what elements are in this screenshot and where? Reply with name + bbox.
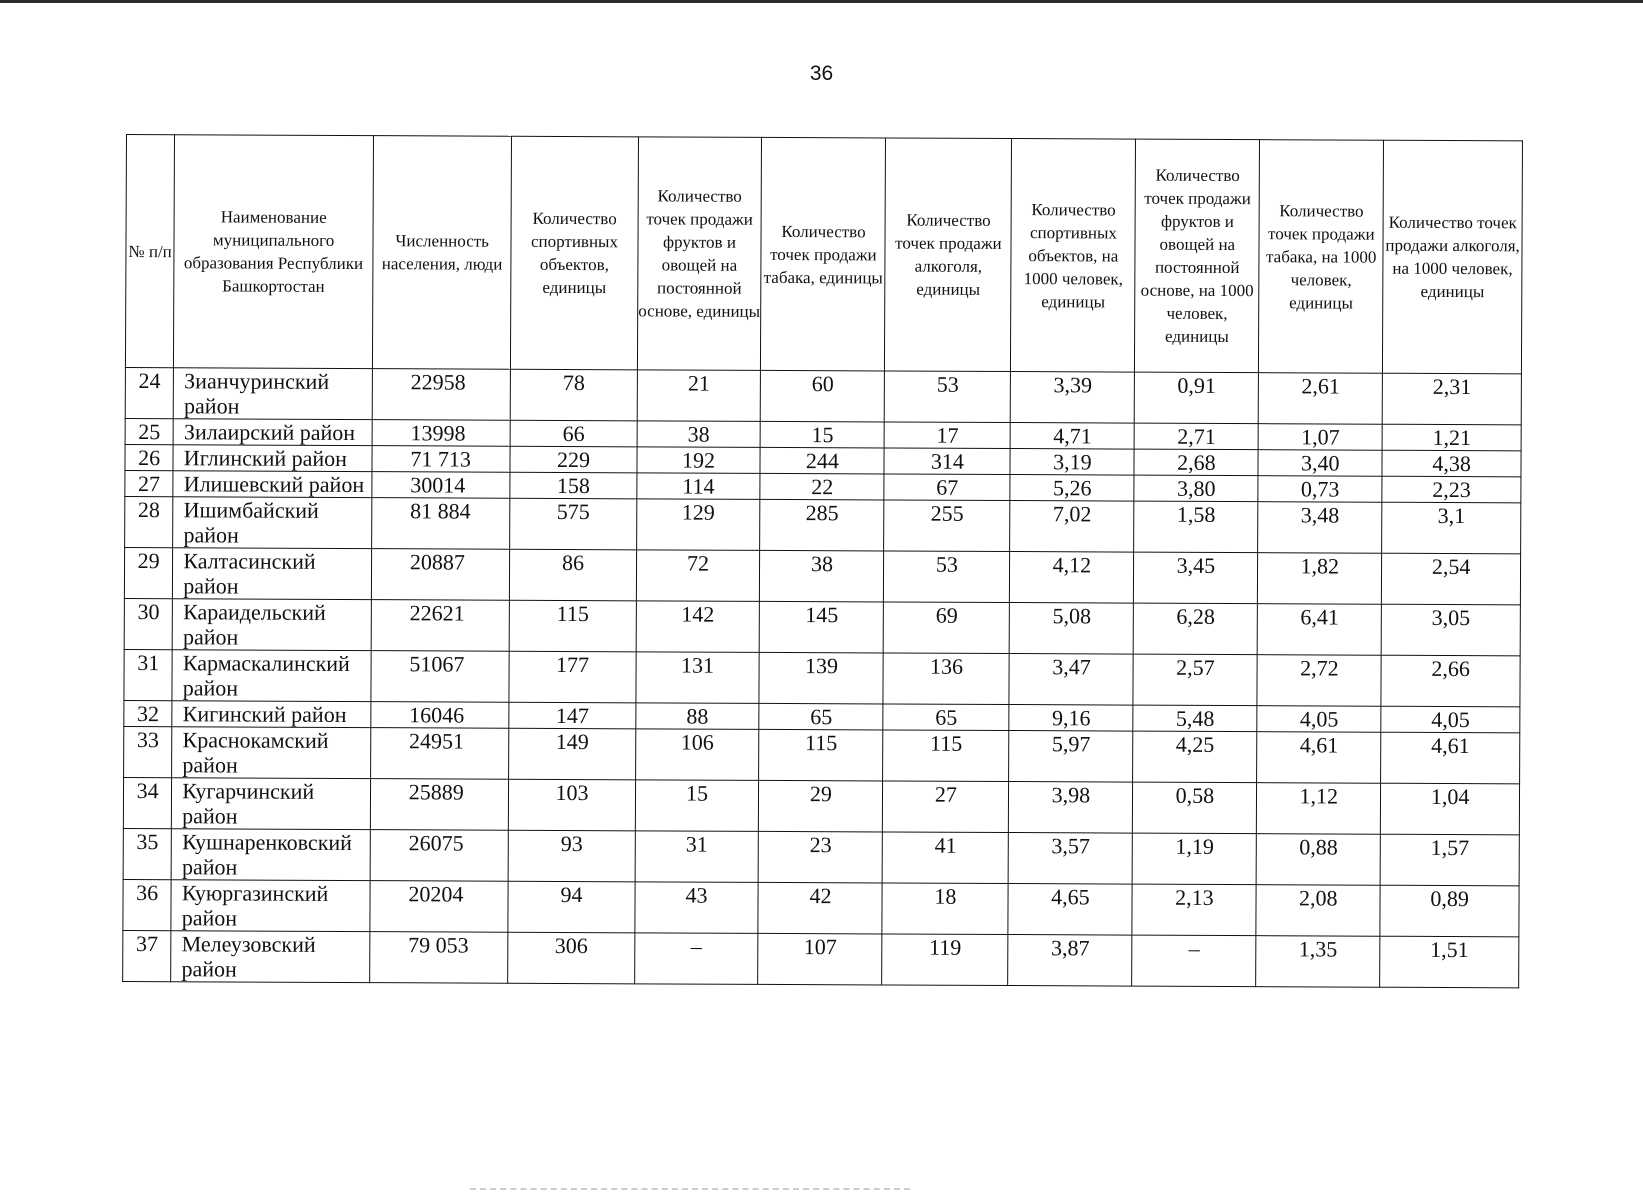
- row-number: 35: [123, 828, 172, 879]
- table-cell: 21: [637, 370, 761, 422]
- district-name: Кугарчинский район: [172, 778, 371, 830]
- table-cell: 2,68: [1134, 449, 1258, 476]
- table-cell: 149: [509, 728, 635, 780]
- table-cell: 6,41: [1257, 604, 1381, 656]
- table-row: [123, 930, 1519, 987]
- row-number: 24: [125, 367, 174, 418]
- table-cell: 3,45: [1134, 552, 1258, 604]
- table-cell: 2,08: [1256, 885, 1380, 937]
- table-cell: 38: [637, 421, 761, 448]
- table-cell: 314: [884, 448, 1010, 475]
- table-cell: 88: [635, 703, 759, 730]
- table-cell: 158: [510, 472, 636, 499]
- column-header: Количество точек продажи фруктов и овощей на постоянной основе, на 1000 человек, единицы: [1135, 139, 1260, 373]
- district-name: Иглинский район: [173, 445, 372, 472]
- district-name: Зилаирский район: [173, 419, 372, 446]
- table-row: [124, 649, 1520, 706]
- table-cell: 3,1: [1382, 502, 1521, 554]
- table-cell: 229: [510, 446, 636, 473]
- table-cell: 136: [883, 653, 1009, 705]
- district-name: Ишимбайский район: [173, 497, 372, 549]
- table-cell: 115: [510, 600, 636, 652]
- table-cell: 27: [883, 781, 1009, 833]
- table-cell: 2,13: [1132, 884, 1256, 936]
- column-header: Количество точек продажи алкоголя, единицы: [885, 138, 1012, 372]
- table-cell: 60: [761, 370, 885, 422]
- table-cell: 244: [760, 447, 884, 474]
- table-cell: 18: [882, 883, 1008, 935]
- table-cell: 4,61: [1257, 732, 1381, 784]
- column-header: Количество точек продажи фруктов и овощей на постоянной основе, единицы: [637, 137, 762, 371]
- table-cell: 145: [760, 601, 884, 653]
- row-number: 26: [125, 444, 173, 470]
- table-cell: 29: [759, 780, 883, 832]
- table-cell: 0,91: [1135, 372, 1259, 424]
- table-cell: 6,28: [1134, 603, 1258, 655]
- table-cell: 0,73: [1258, 476, 1382, 503]
- table-cell: 24951: [370, 728, 509, 780]
- table-cell: 23: [759, 831, 883, 883]
- district-name: Караидельский район: [172, 599, 371, 651]
- table-cell: 255: [884, 500, 1010, 552]
- table-cell: 106: [635, 729, 759, 781]
- table-row: [125, 496, 1521, 553]
- column-header: Количество спортивных объектов, единицы: [511, 136, 638, 370]
- table-cell: 79 053: [369, 932, 508, 984]
- table-cell: 3,57: [1009, 833, 1133, 885]
- table-row: [123, 777, 1519, 834]
- table-cell: 3,80: [1134, 475, 1258, 502]
- table-cell: 2,61: [1259, 373, 1383, 425]
- table-cell: 5,48: [1133, 705, 1257, 732]
- table-cell: 3,39: [1011, 372, 1135, 424]
- district-name: Куюргазинский район: [171, 880, 370, 932]
- table-cell: 51067: [371, 651, 510, 703]
- district-name: Кушнаренковский район: [171, 829, 370, 881]
- table-cell: 2,71: [1134, 423, 1258, 450]
- table-cell: 17: [884, 422, 1010, 449]
- table-cell: 1,58: [1134, 501, 1258, 553]
- table-cell: 41: [882, 832, 1008, 884]
- table-cell: 139: [759, 652, 883, 704]
- table-cell: 20887: [371, 549, 510, 601]
- table-cell: 65: [883, 704, 1009, 731]
- table-cell: –: [1132, 935, 1256, 987]
- table-cell: 20204: [370, 881, 509, 933]
- table-cell: 4,05: [1257, 706, 1381, 733]
- table-cell: 4,12: [1010, 552, 1134, 604]
- table-cell: 2,31: [1382, 373, 1521, 425]
- table-cell: 192: [636, 447, 760, 474]
- table-row: [123, 879, 1519, 936]
- table-cell: 22621: [371, 600, 510, 652]
- table-cell: 2,54: [1382, 553, 1521, 605]
- table-row: [123, 828, 1519, 885]
- table-cell: 2,72: [1257, 655, 1381, 707]
- table-cell: 53: [884, 551, 1010, 603]
- table-cell: 575: [510, 498, 636, 550]
- table-cell: 4,25: [1133, 731, 1257, 783]
- table-cell: 1,04: [1381, 783, 1520, 835]
- column-header: Количество точек продажи табака, единицы: [761, 137, 886, 371]
- table-cell: 3,47: [1009, 654, 1133, 706]
- table-cell: 2,57: [1133, 654, 1257, 706]
- table-cell: 142: [636, 601, 760, 653]
- table-cell: 42: [758, 882, 882, 934]
- row-number: 32: [124, 700, 172, 726]
- table-cell: 66: [511, 420, 637, 447]
- table-cell: 81 884: [371, 498, 510, 550]
- table-cell: 94: [508, 881, 634, 933]
- table-row: [125, 367, 1521, 424]
- table-cell: 3,98: [1009, 782, 1133, 834]
- district-name: Мелеузовский район: [171, 931, 370, 983]
- district-name: Илишевский район: [173, 471, 372, 498]
- table-cell: 1,07: [1258, 424, 1382, 451]
- table-cell: 3,48: [1258, 502, 1382, 554]
- table-row: [124, 726, 1520, 783]
- table-row: [124, 598, 1520, 655]
- district-name: Зианчуринский район: [174, 368, 373, 420]
- row-number: 33: [124, 726, 173, 777]
- table-cell: 3,05: [1381, 604, 1520, 656]
- table-cell: 69: [884, 602, 1010, 654]
- column-header: Количество точек продажи алкоголя, на 1000 человек, единицы: [1383, 140, 1523, 374]
- district-name: Калтасинский район: [173, 548, 372, 600]
- table-cell: 22958: [372, 369, 511, 421]
- table-cell: 43: [634, 882, 758, 934]
- table-cell: 5,26: [1010, 475, 1134, 502]
- row-number: 37: [123, 930, 172, 981]
- row-number: 28: [125, 496, 174, 547]
- table-cell: 15: [635, 780, 759, 832]
- table-cell: 1,12: [1257, 783, 1381, 835]
- table-cell: 65: [759, 703, 883, 730]
- table-cell: 53: [885, 371, 1011, 423]
- row-number: 30: [124, 598, 173, 649]
- table-cell: 22: [760, 473, 884, 500]
- table-cell: 3,19: [1010, 449, 1134, 476]
- table-cell: 147: [509, 702, 635, 729]
- table-cell: 1,51: [1380, 936, 1519, 988]
- scan-edge-bottom: [470, 1188, 910, 1192]
- table-cell: 119: [882, 934, 1008, 986]
- table-cell: 107: [758, 933, 882, 985]
- table-cell: 31: [635, 831, 759, 883]
- table-cell: 4,71: [1011, 423, 1135, 450]
- table-cell: 4,65: [1008, 884, 1132, 936]
- table-cell: 177: [509, 651, 635, 703]
- table-cell: 25889: [370, 779, 509, 831]
- table-cell: 86: [510, 549, 636, 601]
- table-cell: 26075: [370, 830, 509, 882]
- table-cell: 0,88: [1256, 834, 1380, 886]
- table-cell: 30014: [372, 472, 511, 499]
- table-cell: 1,57: [1380, 834, 1519, 886]
- table-cell: –: [634, 933, 758, 985]
- table-cell: 1,35: [1256, 936, 1380, 988]
- column-header: Наименование муниципального образования Республики Башкортостан: [174, 135, 374, 369]
- table-cell: 103: [509, 779, 635, 831]
- column-header: № п/п: [125, 135, 174, 368]
- table-cell: 306: [508, 932, 634, 984]
- page-number: 36: [809, 62, 834, 85]
- table-cell: 9,16: [1009, 705, 1133, 732]
- table-cell: 13998: [372, 420, 511, 447]
- table-cell: 15: [761, 421, 885, 448]
- row-number: 31: [124, 649, 173, 700]
- table-cell: 129: [636, 499, 760, 551]
- table-cell: 131: [635, 652, 759, 704]
- table-cell: 4,05: [1381, 706, 1520, 733]
- table-cell: 0,89: [1380, 885, 1519, 937]
- table-header-row: [125, 135, 1522, 374]
- table-cell: 5,97: [1009, 731, 1133, 783]
- table-cell: 4,61: [1381, 732, 1520, 784]
- table-cell: 93: [509, 830, 635, 882]
- table-cell: 72: [636, 550, 760, 602]
- row-number: 27: [125, 470, 173, 496]
- table-cell: 114: [636, 473, 760, 500]
- table-cell: 115: [883, 730, 1009, 782]
- table-cell: 38: [760, 550, 884, 602]
- scan-edge-top: [0, 0, 1643, 3]
- table-cell: 71 713: [372, 446, 511, 473]
- table-cell: 2,66: [1381, 655, 1520, 707]
- column-header: Количество точек продажи табака, на 1000 человек, единицы: [1259, 140, 1384, 374]
- table-cell: 115: [759, 729, 883, 781]
- table-row: [124, 547, 1520, 604]
- table-cell: 5,08: [1010, 603, 1134, 655]
- table-cell: 3,87: [1008, 935, 1132, 987]
- table-body: [123, 367, 1522, 987]
- district-name: Кармаскалинский район: [172, 650, 371, 702]
- table-cell: 16046: [371, 702, 510, 729]
- row-number: 25: [125, 418, 173, 444]
- data-table: [122, 134, 1523, 988]
- table-cell: 1,21: [1382, 424, 1521, 451]
- column-header: Численность населения, люди: [372, 136, 512, 370]
- table-cell: 3,40: [1258, 450, 1382, 477]
- row-number: 29: [124, 547, 173, 598]
- table-cell: 67: [884, 474, 1010, 501]
- district-name: Кигинский район: [172, 701, 371, 728]
- table-cell: 4,38: [1382, 450, 1521, 477]
- table-cell: 2,23: [1382, 476, 1521, 503]
- table-cell: 0,58: [1133, 782, 1257, 834]
- row-number: 34: [123, 777, 172, 828]
- row-number: 36: [123, 879, 172, 930]
- table-cell: 285: [760, 499, 884, 551]
- column-header: Количество спортивных объектов, на 1000 человек, единицы: [1011, 139, 1136, 373]
- table-cell: 1,19: [1132, 833, 1256, 885]
- table-cell: 78: [511, 369, 637, 421]
- table-cell: 1,82: [1258, 553, 1382, 605]
- district-name: Краснокамский район: [172, 727, 371, 779]
- table-cell: 7,02: [1010, 501, 1134, 553]
